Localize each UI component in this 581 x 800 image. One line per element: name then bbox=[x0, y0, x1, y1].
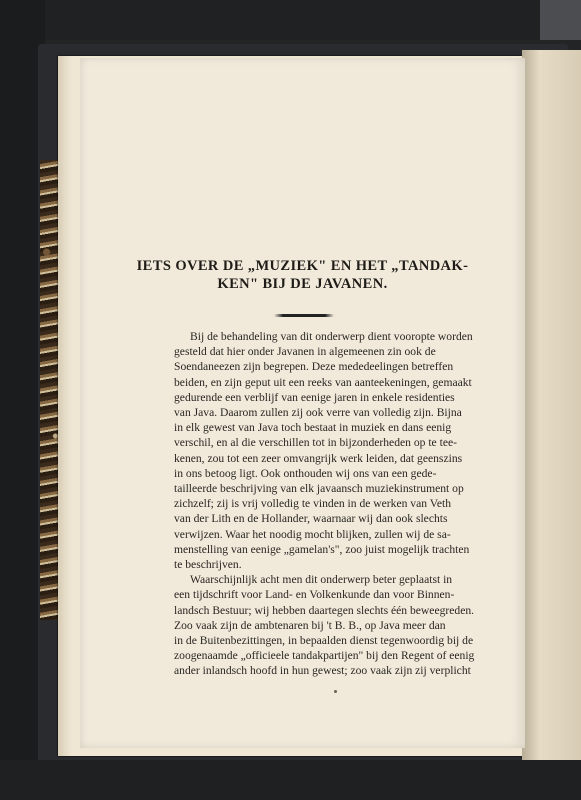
title-line-2: KEN" BIJ DE JAVANEN. bbox=[217, 276, 388, 292]
text-line: kenen, zou tot een zeer omvangrijk werk leiden, dat geenszins bbox=[174, 451, 463, 465]
text-line: Soendaneezen zijn begrepen. Deze mededeelingen betreffen bbox=[174, 360, 454, 374]
background-top bbox=[0, 0, 581, 40]
text-line: ander inlandsch hoofd in hun gewest; zoo vaak zijn zij verplicht bbox=[174, 664, 471, 678]
background-bottom bbox=[0, 760, 581, 800]
text-line: in ons betoog ligt. Ook onthouden wij ons van een gede- bbox=[174, 466, 437, 480]
text-line: zichzelf; zij is vrij volledig te vinden in de werken van Veth bbox=[174, 497, 451, 511]
text-line: in elk gewest van Java toch bestaat in muziek en dans eenig bbox=[174, 421, 452, 435]
paper-speck bbox=[334, 690, 337, 693]
text-line: van Java. Daarom zullen zij ook verre van volledig zijn. Bijna bbox=[174, 406, 462, 420]
facing-page-edge bbox=[522, 50, 581, 760]
text-line: beiden, en zijn geput uit een reeks van aanteekeningen, gemaakt bbox=[174, 375, 472, 389]
text-line: landsch Bestuur; wij hebben daartegen slechts één beweegreden. bbox=[174, 603, 475, 617]
article-title bbox=[80, 257, 525, 293]
text-line: een tijdschrift voor Land- en Volkenkunde dan voor Binnen- bbox=[174, 588, 455, 602]
text-line: zoogenaamde „officieele tandakpartijen" bij den Regent of eenig bbox=[174, 649, 475, 663]
background-corner bbox=[540, 0, 581, 40]
text-line: Bij de behandeling van dit onderwerp dient vooropte worden bbox=[190, 330, 473, 343]
text-line: Waarschijnlijk acht men dit onderwerp beter geplaatst in bbox=[190, 573, 453, 587]
text-line: gesteld dat hier onder Javanen in algemeenen zin ook de bbox=[174, 345, 436, 359]
title-line-1: IETS OVER DE „MUZIEK" EN HET „TANDAK- bbox=[136, 258, 469, 274]
text-line: menstelling van eenige „gamelan's", zoo juist mogelijk trachten bbox=[174, 542, 470, 556]
text-line: tailleerde beschrijving van elk javaansch muziekinstrument op bbox=[174, 482, 464, 496]
text-line: Zoo vaak zijn de ambtenaren bij 't B. B., op Java meer dan bbox=[174, 618, 446, 632]
text-line: in de Buitenbezittingen, in bepaalden dienst tegenwoordig bij de bbox=[174, 634, 474, 648]
text-line: gedurende een verblijf van eenige jaren in enkele residenties bbox=[174, 390, 455, 404]
book-page bbox=[80, 58, 525, 748]
text-line: verschil, en al die verschillen tot in bijzonderheden op te tee- bbox=[174, 436, 457, 450]
text-line: verwijzen. Waar het noodig mocht blijken, zullen wij de sa- bbox=[174, 527, 451, 541]
article-body bbox=[174, 329, 496, 679]
text-line: van der Lith en de Hollander, waarnaar wij dan ook slechts bbox=[174, 512, 448, 526]
ornamental-rule bbox=[274, 314, 334, 317]
text-line: te beschrijven. bbox=[174, 558, 242, 572]
